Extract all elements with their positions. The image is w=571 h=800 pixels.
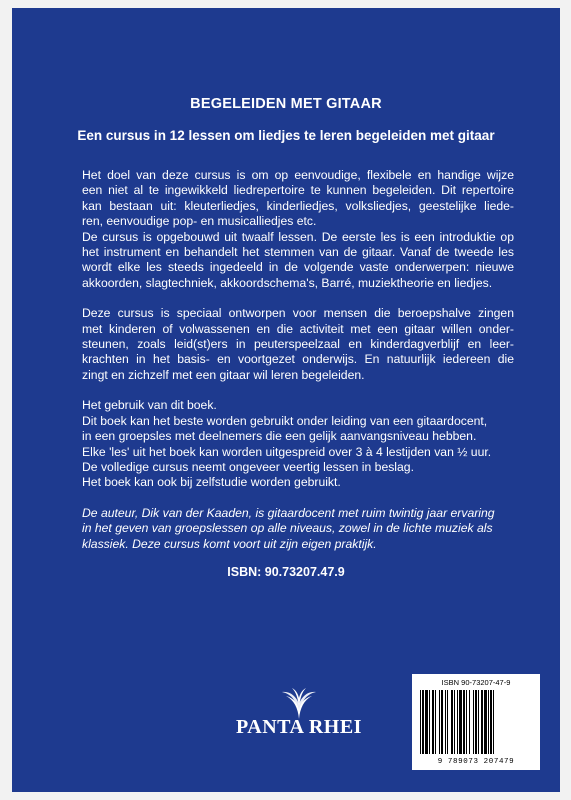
text-line: een niet al te ingewikkeld liedrepertoire te kunnen begeleiden. Dit repertoire [82, 183, 514, 198]
text-line: zingt en zichzelf met een gitaar wil leren begeleiden. [82, 367, 365, 382]
text-line: het instrument en behandelt het stemmen van de gitaar. Vanaf de tweede les [82, 245, 514, 260]
text-line: krachten in het basis- en voortgezet onderwijs. En natuurlijk iedereen die [82, 352, 514, 367]
text-line: klassiek. Deze cursus komt voort uit zijn eigen praktijk. [82, 536, 377, 551]
text-line: wordt elke les steeds ingedeeld in de volgende vaste onderwerpen: nieuwe [82, 260, 514, 275]
paragraph-intro [82, 168, 514, 291]
barcode-bars [420, 690, 532, 754]
text-line: Het gebruik van dit boek. [82, 398, 217, 413]
text-line: De volledige cursus neemt ongeveer veertig lessen in beslag. [82, 459, 414, 474]
text-line: in een groepsles met deelnemers die een gelijk aanvangsniveau hebben. [82, 429, 477, 444]
paragraph-usage [82, 398, 514, 490]
book-title: BEGELEIDEN MET GITAAR [190, 96, 382, 112]
text-line: Elke 'les' uit het boek kan worden uitgespreid over 3 à 4 lestijden van ½ uur. [82, 444, 492, 459]
text-line: Deze cursus is speciaal ontworpen voor mensen die beroepshalve zingen [82, 306, 514, 321]
text-line: De auteur, Dik van der Kaaden, is gitaardocent met ruim twintig jaar ervaring [82, 505, 495, 520]
description-text [82, 168, 514, 552]
fountain-icon [224, 686, 374, 720]
text-line: akkoorden, slagtechniek, akkoordschema's, Barré, muziektheorie en liedjes. [82, 275, 493, 290]
publisher-logo [224, 686, 374, 756]
text-line: Het doel van deze cursus is om op eenvoudige, flexibele en handige wijze [82, 168, 514, 182]
text-line: steunen, zoals leid(st)ers in peuterspeelzaal en kinderdagverblijf en leer- [82, 337, 514, 352]
text-line: De cursus is opgebouwd uit twaalf lessen. De eerste les is een introduktie op [82, 229, 514, 244]
paragraph-author [82, 506, 514, 552]
back-cover [12, 8, 560, 792]
publisher-name: PANTA RHEI [236, 716, 362, 738]
barcode-digits: 9 789073 207479 [437, 758, 515, 766]
isbn-text: ISBN: 90.73207.47.9 [227, 565, 345, 579]
text-line: Het boek kan ook bij zelfstudie worden gebruikt. [82, 475, 341, 490]
text-line: in het geven van groepslessen op alle niveaus, zowel in de lichte muziek als [82, 521, 493, 536]
barcode-isbn-label: ISBN 90-73207-47-9 [441, 678, 511, 687]
barcode [412, 674, 540, 770]
text-line: kan bestaan uit: kleuterliedjes, kinderliedjes, volksliedjes, geestelijke liede- [82, 198, 514, 213]
text-line: ren, eenvoudige pop- en musicalliedjes etc. [82, 214, 317, 229]
text-line: met kinderen of volwassenen en die activiteit met een gitaar willen onder- [82, 321, 514, 336]
paragraph-audience [82, 306, 514, 383]
book-subtitle: Een cursus in 12 lessen om liedjes te leren begeleiden met gitaar [77, 128, 495, 143]
text-line: Dit boek kan het beste worden gebruikt onder leiding van een gitaardocent, [82, 413, 488, 428]
